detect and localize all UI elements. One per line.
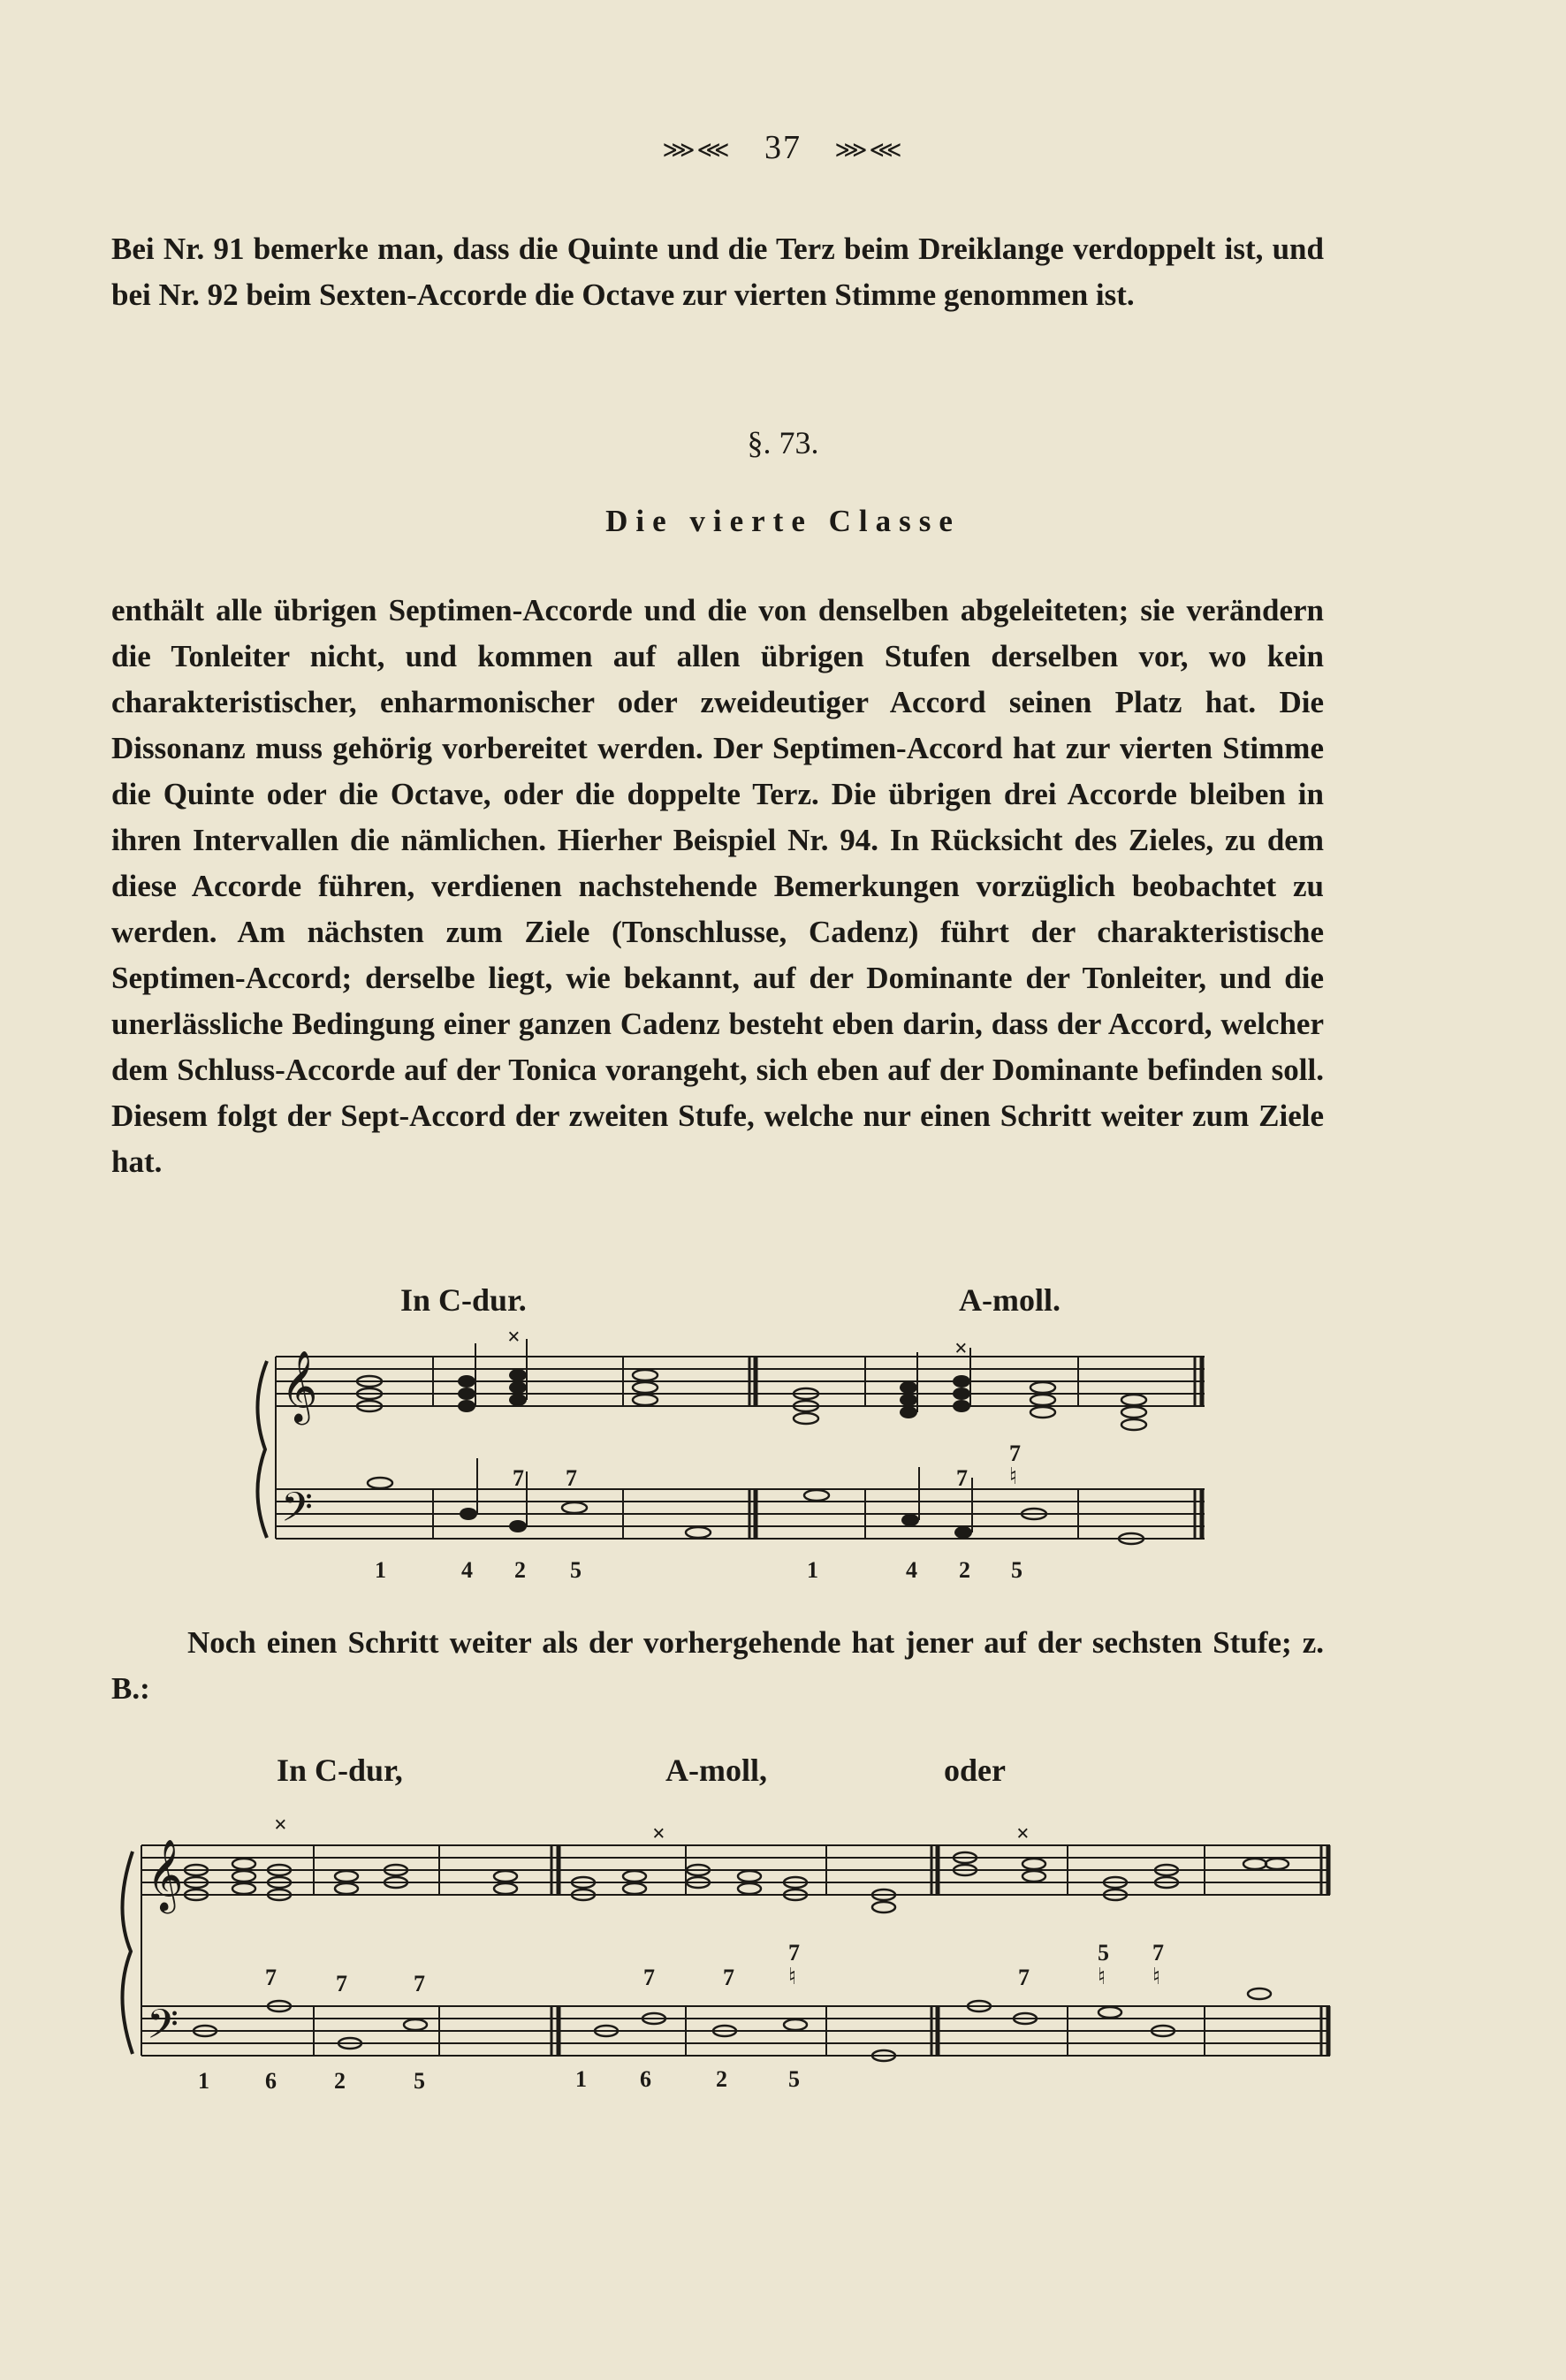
example2-label-a-moll: A-moll, <box>665 1753 767 1788</box>
paragraph-intro: Bei Nr. 91 bemerke man, dass die Quinte und die Terz beim Dreiklange verdoppelt ist, und bei Nr. 92 beim Sexten-Accorde die Octave zur vierten Stimme genommen ist. <box>111 232 1324 312</box>
example2-degree-a-3: 2 <box>716 2066 727 2092</box>
example1-bass-staff <box>276 1489 1205 1539</box>
example1-label-c-dur: In C-dur. <box>400 1282 527 1318</box>
example2-degree-c-3: 2 <box>334 2068 346 2094</box>
example2-figure-c-2: 7 <box>336 1971 347 1996</box>
example1-degree-a-3: 2 <box>959 1557 970 1583</box>
example2-bass-notes <box>194 1988 1271 2061</box>
example2-figure-c-3: 7 <box>414 1971 425 1996</box>
example1-degree-a-4: 5 <box>1011 1557 1022 1583</box>
page-number: 37 <box>764 129 802 166</box>
example2-brace <box>122 1852 133 2054</box>
example1-mark-2: × <box>954 1335 968 1361</box>
example1-degree-c-3: 2 <box>514 1557 526 1583</box>
example2-degree-c-2: 6 <box>265 2068 277 2094</box>
example2-degree-c-4: 5 <box>414 2068 425 2094</box>
example1-barlines <box>276 1357 1202 1539</box>
example1-figure-c-1: 7 <box>513 1465 524 1491</box>
example1-treble-staff <box>276 1357 1205 1406</box>
example2-figure-oder-natural-1: ♮ <box>1098 1964 1106 1989</box>
example2-mark-1: × <box>274 1812 287 1837</box>
example2-label-oder: oder <box>944 1753 1006 1788</box>
example2-figure-a-1: 7 <box>643 1965 655 1990</box>
example1-figure-a-1: 7 <box>956 1465 968 1491</box>
example1-brace <box>257 1361 267 1538</box>
ornament-left-icon: ⋙⋘ <box>662 137 732 163</box>
example2-figure-oder-3: 7 <box>1152 1940 1164 1966</box>
example2-figure-oder-natural-2: ♮ <box>1152 1964 1161 1989</box>
example2-degree-a-4: 5 <box>788 2066 800 2092</box>
section-number: §. 73. <box>747 425 819 460</box>
example2-figure-a-natural: ♮ <box>788 1964 797 1989</box>
example2-degree-c-1: 1 <box>198 2068 209 2094</box>
example2-degree-a-1: 1 <box>575 2066 587 2092</box>
example2-figure-a-2: 7 <box>723 1965 734 1990</box>
example1-degree-c-2: 4 <box>461 1557 473 1583</box>
paragraph-main: enthält alle übrigen Septimen-Accorde und die von denselben abgeleiteten; sie verändern die Tonleiter nicht, und kommen auf allen übrigen Stufen derselben vor, wo kein charakteristischer, enharmonischer oder zweideutiger Accord seinen Platz hat. Die Dissonanz muss gehörig vorbereitet werden. Der Septimen-Accord hat zur vierten Stimme die Quinte oder die Octave, oder die doppelte Terz. Die übrigen drei Accorde bleiben in ihren Intervallen die nämlichen. Hierher Beispiel Nr. 94. In Rücksicht des Zieles, zu dem diese Accorde führen, verdienen nachstehende Bemerkungen vorzüglich beobachtet zu werden. Am nächsten zum Ziele (Tonschlusse, Cadenz) führt der charakteristische Septimen-Accord; derselbe liegt, wie bekannt, auf der Dominante der Tonleiter, und die unerlässliche Bedingung einer ganzen Cadenz besteht eben darin, dass der Accord, welcher dem Schluss-Accorde auf der Tonica vorangeht, sich eben auf der Dominante befinden soll. Diesem folgt der Sept-Accord der zweiten Stufe, welche nur einen Schritt weiter zum Ziele hat. <box>111 593 1324 1179</box>
example2-degree-a-2: 6 <box>640 2066 651 2092</box>
example2-figure-oder-2: 5 <box>1098 1940 1109 1966</box>
example2-bass-clef-icon: 𝄢 <box>147 2001 179 2058</box>
example2-treble-staff <box>141 1845 1330 1895</box>
example1-mark-1: × <box>507 1324 521 1350</box>
example1-degree-c-4: 5 <box>570 1557 582 1583</box>
example1-degree-a-2: 4 <box>906 1557 917 1583</box>
example2-figure-c-1: 7 <box>265 1965 277 1990</box>
ornament-right-icon: ⋙⋘ <box>834 137 904 163</box>
example1-degree-c-1: 1 <box>375 1557 386 1583</box>
example2-label-c-dur: In C-dur, <box>277 1753 403 1788</box>
example1-figure-a-natural: ♮ <box>1009 1464 1018 1489</box>
example2-mark-2: × <box>652 1821 665 1846</box>
example2-mark-3: × <box>1016 1821 1030 1846</box>
example1-degree-a-1: 1 <box>807 1557 818 1583</box>
paragraph-sixth-step: Noch einen Schritt weiter als der vorhergehende hat jener auf der sechsten Stufe; z. B.: <box>111 1625 1324 1706</box>
example1-bass-clef-icon: 𝄢 <box>281 1484 314 1541</box>
example2-figure-oder-1: 7 <box>1018 1965 1030 1990</box>
section-title: Die vierte Classe <box>605 504 961 538</box>
example2-figure-a-3: 7 <box>788 1940 800 1966</box>
example1-figure-a-2: 7 <box>1009 1441 1021 1466</box>
example2-barlines <box>141 1845 1328 2056</box>
example1-treble-clef-icon: 𝄞 <box>281 1350 318 1422</box>
example1-figure-c-2: 7 <box>566 1465 577 1491</box>
example2-treble-clef-icon: 𝄞 <box>147 1838 184 1911</box>
example1-label-a-moll: A-moll. <box>959 1282 1060 1318</box>
